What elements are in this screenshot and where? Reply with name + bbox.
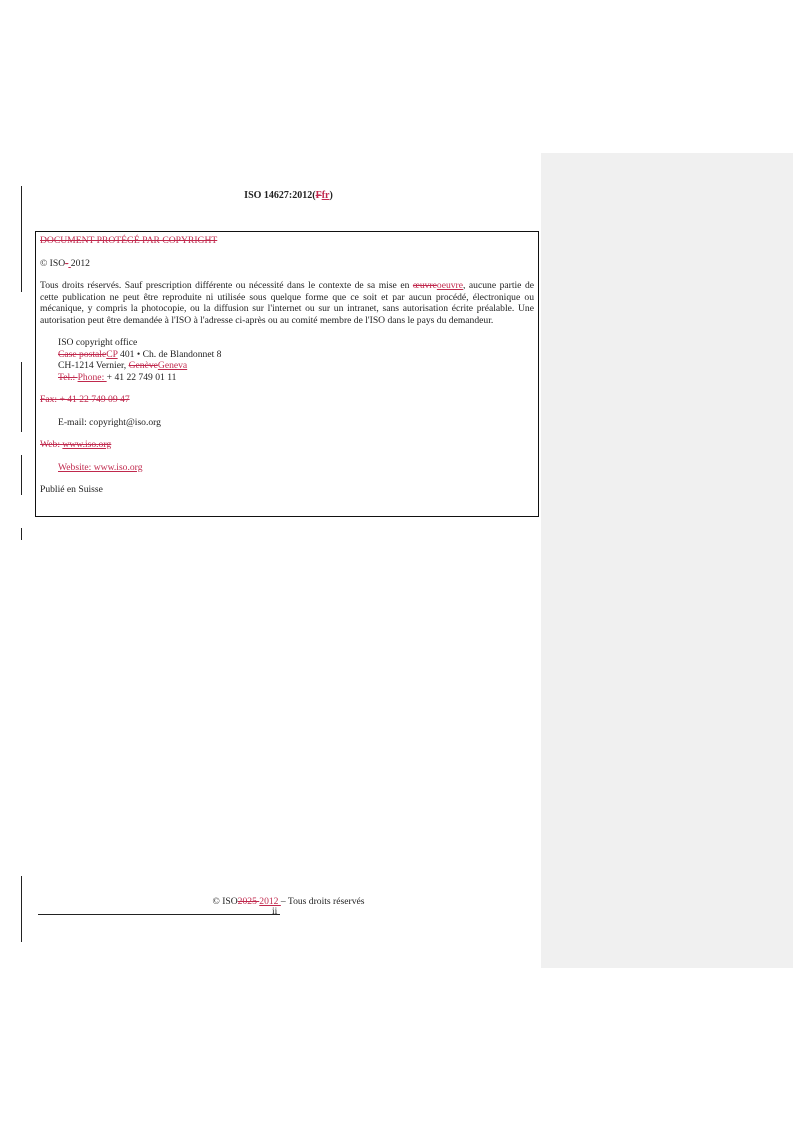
office-city: CH-1214 Vernier, GenèveGeneva [58,360,188,371]
office-address: Case postaleCP 401 • Ch. de Blandonnet 8 [58,348,222,360]
change-bar [21,455,22,495]
office-email: E-mail: copyright@iso.org [58,416,161,428]
footer-line [38,914,280,915]
office-web-deleted: Web: www.iso.org [40,439,112,450]
website-link[interactable]: Website: www.iso.org [58,461,143,473]
page-header-title: ISO 14627:2012(Ffr) [244,190,333,201]
change-bar [21,186,22,292]
office-fax: Fax: + 41 22 749 09 47 [40,394,130,405]
office-name: ISO copyright office [58,337,138,348]
web-link[interactable]: www.iso.org [62,439,112,450]
page-number: ii [272,906,278,917]
office-phone: Tel.: Phone: + 41 22 749 01 11 [58,371,177,383]
copyright-line: © ISO- 2012 [40,257,90,269]
page-footer: © ISO2025 2012 – Tous droits réservés [212,896,365,907]
rights-paragraph: Tous droits réservés. Sauf prescription différente ou nécessité dans le contexte de sa mise en œuvreoeuvre, aucune partie de cette publication ne peut être reproduite ni utilisée sous quelque forme que ce soit et par aucun procédé, électronique ou mécanique, y compris la photocopie, ou la diffusion sur l'internet ou sur un intranet, sans autorisation écrite préalable. Une autorisation peut être demandée à l'ISO à l'adresse ci-après ou au comité membre de l'ISO dans le pays du demandeur. [40,280,535,326]
copyright-box [35,231,539,517]
comment-pane [541,153,793,968]
change-bar [21,876,22,942]
change-bar [21,528,22,540]
change-bar [21,362,22,432]
published-in: Publié en Suisse [40,484,103,495]
copyright-heading: DOCUMENT PROTÉGÉ PAR COPYRIGHT [40,235,218,246]
